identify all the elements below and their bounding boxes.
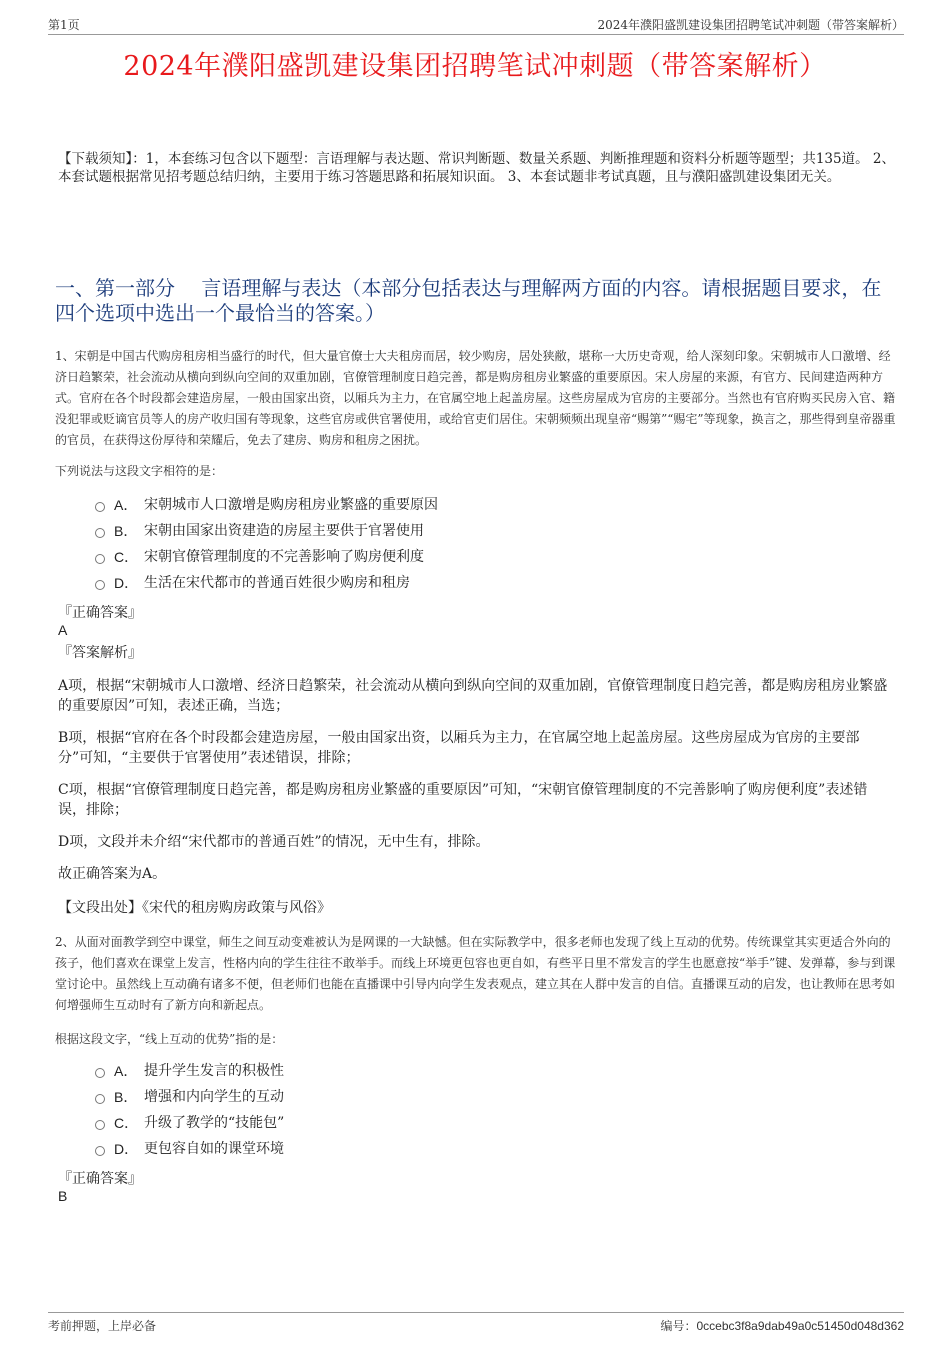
option-a[interactable]: A． 提升学生发言的积极性 [95, 1058, 284, 1084]
option-b[interactable]: B． 宋朝由国家出资建造的房屋主要供于官署使用 [95, 518, 438, 544]
option-text: 更包容自如的课堂环境 [144, 1141, 284, 1157]
radio-icon[interactable] [95, 502, 105, 512]
radio-icon[interactable] [95, 1094, 105, 1104]
answer-label: 『正确答案』 [58, 1171, 142, 1187]
page-footer [48, 1312, 904, 1335]
radio-icon[interactable] [95, 1120, 105, 1130]
option-text: 增强和内向学生的互动 [144, 1089, 284, 1105]
option-text: 宋朝城市人口激增是购房租房业繁盛的重要原因 [144, 497, 438, 513]
option-c[interactable]: C． 升级了教学的“技能包” [95, 1110, 284, 1136]
analysis-d: D项，文段并未介绍“宋代都市的普通百姓”的情况，无中生有，排除。 [58, 834, 490, 850]
option-text: 提升学生发言的积极性 [144, 1063, 284, 1079]
analysis-c: C项，根据“官僚管理制度日趋完善，都是购房租房业繁盛的重要原因”可知，“宋朝官僚管理制度的不完善影响了购房便利度”表述错误，排除； [58, 782, 868, 818]
page-header [48, 14, 904, 35]
question-2-prompt: 根据这段文字，“线上互动的优势”指的是： [55, 1032, 284, 1046]
answer-value: A [58, 622, 68, 638]
radio-icon[interactable] [95, 580, 105, 590]
question-2-options [95, 1058, 284, 1162]
option-d[interactable]: D． 更包容自如的课堂环境 [95, 1136, 284, 1162]
option-c[interactable]: C． 宋朝官僚管理制度的不完善影响了购房便利度 [95, 544, 438, 570]
answer-label: 『正确答案』 [58, 605, 142, 621]
option-b[interactable]: B． 增强和内向学生的互动 [95, 1084, 284, 1110]
analysis-conclusion: 故正确答案为A。 [58, 866, 167, 882]
document-title: 2024年濮阳盛凯建设集团招聘笔试冲刺题（带答案解析） [123, 51, 827, 82]
option-d[interactable]: D． 生活在宋代都市的普通百姓很少购房和租房 [95, 570, 438, 596]
question-2-text: 2、从面对面教学到空中课堂，师生之间互动变难被认为是网课的一大缺憾。但在实际教学中，很多老师也发现了线上互动的优势。传统课堂其实更适合外向的孩子，他们喜欢在课堂上发言，性格内向的学生往往不敢举手。而线上环境更包容也更自如，有些平日里不常发言的学生也愿意按“举手”键、发弹幕，参与到课堂讨论中。虽然线上互动确有诸多不便，但老师们也能在直播课中引导内向学生发表观点，建立其在人群中发言的自信。直播课互动的启发，也让教师在思考如何增强师生互动时有了新方向和新起点。 [55, 935, 896, 1012]
question-1-options [95, 492, 438, 596]
radio-icon[interactable] [95, 1068, 105, 1078]
section-title: 一、第一部分 言语理解与表达（本部分包括表达与理解两方面的内容。请根据题目要求，在四个选项中选出一个最恰当的答案。） [55, 276, 882, 325]
analysis-a: A项，根据“宋朝城市人口激增、经济日趋繁荣，社会流动从横向到纵向空间的双重加剧，官僚管理制度日趋完善，都是购房租房业繁盛的重要原因”可知，表述正确，当选； [58, 678, 888, 714]
option-text: 宋朝由国家出资建造的房屋主要供于官署使用 [144, 523, 424, 539]
question-1-text: 1、宋朝是中国古代购房租房相当盛行的时代，但大量官僚士大夫租房而居，较少购房，居处狭敝，堪称一大历史奇观，给人深刻印象。宋朝城市人口激增、经济日趋繁荣，社会流动从横向到纵向空间的双重加剧，官僚管理制度日趋完善，都是购房租房业繁盛的重要原因。宋人房屋的来源，有官方、民间建造两种方式。官府在各个时段都会建造房屋，一般由国家出资，以厢兵为主力，在官属空地上起盖房屋。这些房屋成为官房的主要部分。当然也有官府购买民房入官、籍没犯罪或贬谪官员等人的房产收归国有等现象，这些官房或供官署使用，或给官吏们居住。宋朝频频出现皇帝“赐第”“赐宅”等现象，换言之，那些得到皇帝器重的官员，在获得这份厚待和荣耀后，免去了建房、购房和租房之困扰。 [55, 349, 896, 447]
download-notice: 【下载须知】：1，本套练习包含以下题型：言语理解与表达题、常识判断题、数量关系题、判断推理题和资料分析题等题型；共135道。 2、本套试题根据常见招考题总结归纳，主要用于练习答题思路和拓展知识面。 3、本套试题非考试真题，且与濮阳盛凯建设集团无关。 [58, 151, 895, 185]
page-number: 第1页 [48, 18, 80, 32]
option-text: 宋朝官僚管理制度的不完善影响了购房便利度 [144, 549, 424, 565]
analysis-label: 『答案解析』 [58, 645, 142, 661]
header-doc-title: 2024年濮阳盛凯建设集团招聘笔试冲刺题（带答案解析） [597, 18, 904, 32]
source-citation: 【文段出处】《宋代的租房购房政策与风俗》 [58, 900, 331, 916]
question-1-prompt: 下列说法与这段文字相符的是： [55, 464, 224, 478]
option-text: 生活在宋代都市的普通百姓很少购房和租房 [144, 575, 410, 591]
option-a[interactable]: A． 宋朝城市人口激增是购房租房业繁盛的重要原因 [95, 492, 438, 518]
radio-icon[interactable] [95, 528, 105, 538]
answer-value: B [58, 1188, 68, 1204]
analysis-b: B项，根据“官府在各个时段都会建造房屋，一般由国家出资，以厢兵为主力，在官属空地上起盖房屋。这些房屋成为官房的主要部分”可知，“主要供于官署使用”表述错误，排除； [58, 730, 860, 766]
radio-icon[interactable] [95, 554, 105, 564]
footer-slogan: 考前押题，上岸必备 [48, 1319, 157, 1333]
option-text: 升级了教学的“技能包” [144, 1115, 285, 1131]
footer-serial: 编号：0ccebc3f8a9dab49a0c51450d048d362 [660, 1319, 904, 1333]
radio-icon[interactable] [95, 1146, 105, 1156]
